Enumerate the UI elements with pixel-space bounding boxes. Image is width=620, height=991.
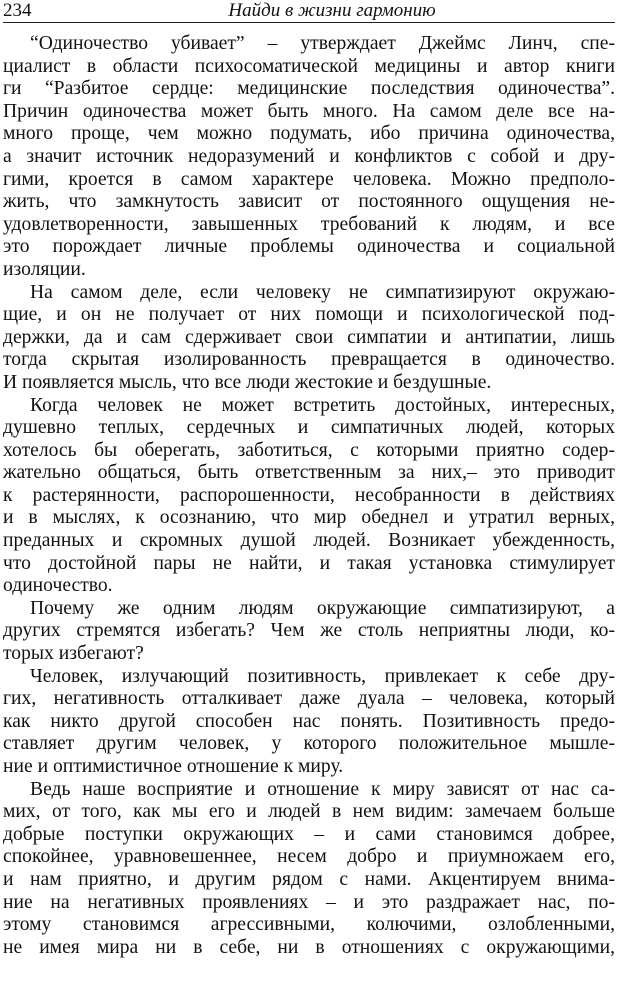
body-text [3, 33, 615, 959]
text-line: тогда скрытая изолированность превращается в одиночество. [3, 349, 615, 371]
text-line: душевно теплых, сердечных и симпатичных людей, которых [3, 417, 615, 439]
text-line: ставляет другим человек, у которого положительное мышле- [3, 733, 615, 755]
text-line: других стремятся избегать? Чем же столь неприятны люди, ко- [3, 620, 615, 642]
text-line: Почему же одним людям окружающие симпатизируют, а [30, 597, 615, 619]
text-line: Ведь наше восприятие и отношение к миру зависят от нас са- [30, 778, 615, 800]
page-number: 234 [3, 0, 32, 21]
text-line: удовлетворенности, завышенных требований к людям, и все [3, 213, 615, 235]
text-line: торых избегают? [3, 643, 144, 665]
text-line: преданных и скромных душой людей. Возникает убежденность, [3, 530, 615, 552]
header-rule [3, 22, 615, 23]
text-line: ги “Разбитое сердце: медицинские последствия одиночества”. [3, 78, 615, 100]
text-line: гих, негативность отталкивает даже дуала – человека, который [3, 688, 615, 710]
text-line: это порождает личные проблемы одиночества и социальной [3, 236, 615, 258]
text-line: Человек, излучающий позитивность, привлекает к себе дру- [30, 665, 615, 687]
text-line: много проще, чем можно подумать, ибо причина одиночества, [3, 123, 615, 145]
text-line: держки, да и сам сдерживает свои симпатии и антипатии, лишь [3, 326, 615, 348]
text-line: жить, что замкнутость зависит от постоянного ощущения не- [3, 191, 615, 213]
text-line: этому становимся агрессивными, колючими, озлобленными, [3, 914, 615, 936]
text-line: хотелось бы оберегать, заботиться, с которыми приятно содер- [3, 439, 615, 461]
text-line: ние и оптимистичное отношение к миру. [3, 756, 344, 777]
text-line: Причин одиночества может быть много. На самом деле все на- [3, 100, 615, 122]
text-line: как никто другой способен нас понять. Позитивность предо- [3, 710, 615, 732]
text-line: Когда человек не может встретить достойных, интересных, [30, 394, 615, 416]
text-line: гими, кроется в самом характере человека. Можно предполо- [3, 168, 615, 190]
text-line: мих, от того, как мы его и людей в нем видим: замечаем больше [3, 801, 615, 823]
text-line: На самом деле, если человеку не симпатизируют окружаю- [30, 281, 615, 303]
text-line: не имея мира ни в себе, ни в отношениях с окружающими, [3, 936, 615, 958]
text-line: И появляется мысль, что все люди жестокие и бездушные. [3, 371, 492, 393]
text-line: “Одиночество убивает” – утверждает Джеймс Линч, спе- [30, 33, 615, 54]
text-line: ние на негативных проявлениях – и это раздражает нас, по- [3, 891, 615, 913]
text-line: а значит источник недоразумений и конфликтов с собой и дру- [3, 145, 615, 167]
text-line: жательно общаться, быть ответственным за них,– это приводит [3, 462, 615, 484]
text-line: щие, и он не получает от них помощи и психологической под- [3, 304, 615, 326]
page-header [3, 0, 615, 22]
text-line: изоляции. [3, 258, 86, 280]
text-line: добрые поступки окружающих – и сами становимся добрее, [3, 823, 615, 845]
text-line: и в мыслях, к осознанию, что мир обеднел и утратил верных, [3, 507, 615, 529]
text-line: циалист в области психосоматической медицины и автор книги [3, 55, 615, 77]
text-line: одиночество. [3, 575, 113, 597]
text-line: к растерянности, распорошенности, несобранности в действиях [3, 484, 615, 506]
running-title: Найди в жизни гармонию [228, 0, 436, 21]
text-line: и нам приятно, и другим рядом с нами. Акцентируем внима- [3, 868, 615, 890]
text-line: спокойнее, уравновешеннее, несем добро и приумножаем его, [3, 846, 615, 868]
text-line: что достойной пары не найти, и такая установка стимулирует [3, 552, 615, 574]
